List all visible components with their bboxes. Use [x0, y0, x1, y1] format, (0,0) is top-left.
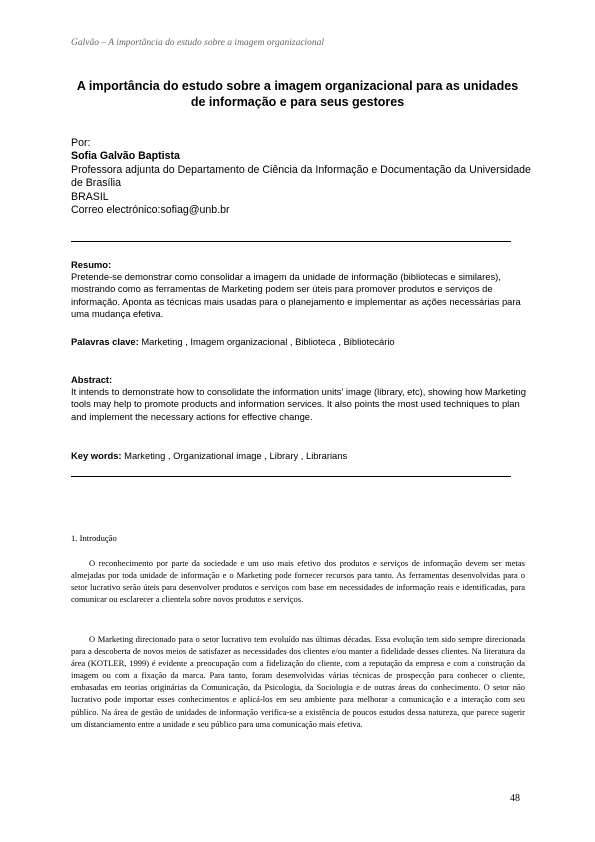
author-email[interactable]: Correo electrónico:sofiag@unb.br	[71, 204, 230, 217]
divider-bottom	[71, 476, 511, 477]
resumo-label: Resumo:	[71, 259, 112, 270]
author-name: Sofia Galvão Baptista	[71, 150, 180, 163]
abstract-label: Abstract:	[71, 374, 113, 385]
palavras-chave	[71, 336, 531, 348]
resumo-section	[71, 259, 531, 320]
author-block	[71, 137, 531, 217]
palavras-chave-text: Marketing , Imagem organizacional , Biblioteca , Bibliotecário	[141, 336, 395, 347]
body-paragraph: O Marketing direcionado para o setor lucrativo tem evoluído nas últimas décadas. Essa evolução tem sido sempre direcionada para a descoberta de novos meios de satisfazer as necessidades dos clientes e/ou manter a fidelidade desses clientes. Na literatura da área (KOTLER, 1999) é evidente a preocupação com a fidelização do cliente, com a reputação da empresa e com a construção da imagem ou com a fixação da marca. Para tanto, foram desenvolvidas várias técnicas de prospecção para conhecer o cliente, embasadas em teorias originárias da Comunicação, da Psicologia, da Sociologia e de outras áreas do conhecimento. O setor não lucrativo pode importar esses conhecimentos e aplicá-los em seu ambiente para melhorar a comunicação e a interação com seu público. Na área de gestão de unidades de informação verifica-se a existência de poucos estudos dessa natureza, que parece sugerir um distanciamento entre a unidade e seu público para uma comunicação mais efetiva.	[71, 634, 525, 729]
keywords	[71, 450, 531, 462]
author-affiliation: Professora adjunta do Departamento de Ciência da Informação e Documentação da Universidade de Brasília	[71, 163, 531, 190]
keywords-label: Key words:	[71, 450, 122, 461]
paper-title: A importância do estudo sobre a imagem organizacional para as unidades de informação e para seus gestores	[76, 79, 519, 109]
author-por-label: Por:	[71, 137, 91, 149]
resumo-text: Pretende-se demonstrar como consolidar a imagem da unidade de informação (bibliotecas e similares), mostrando como as ferramentas de Marketing podem ser úteis para promover produtos e serviços de informação. Aponta as técnicas mais usadas para o planejamento e implementar as ações necessárias para uma mudança efetiva.	[71, 271, 521, 319]
abstract-section	[71, 374, 531, 423]
palavras-chave-label: Palavras clave:	[71, 336, 139, 347]
author-country: BRASIL	[71, 190, 109, 203]
section-heading-introducao: 1. Introdução	[71, 533, 117, 543]
running-header: Galvão – A importância do estudo sobre a imagem organizacional	[71, 38, 325, 48]
divider-top	[71, 241, 511, 242]
abstract-text: It intends to demonstrate how to consolidate the information units' image (library, etc), showing how Marketing tools may help to promote products and information services. It also points the most used techniques to plan and implement the necessary actions for effective change.	[71, 386, 526, 422]
page-number: 48	[510, 793, 520, 804]
keywords-text: Marketing , Organizational image , Library , Librarians	[124, 450, 348, 461]
body-paragraph: O reconhecimento por parte da sociedade e um uso mais efetivo dos produtos e serviços de informação devem ser metas almejadas por toda unidade de informação e o Marketing pode fornecer recursos para tanto. As ferramentas desenvolvidas para o setor lucrativo serão úteis para desenvolver produtos e serviços com base em necessidades de informação reais e identificadas, para comunicar ou esclarecer a clientela sobre novos produtos e serviços.	[71, 558, 525, 605]
